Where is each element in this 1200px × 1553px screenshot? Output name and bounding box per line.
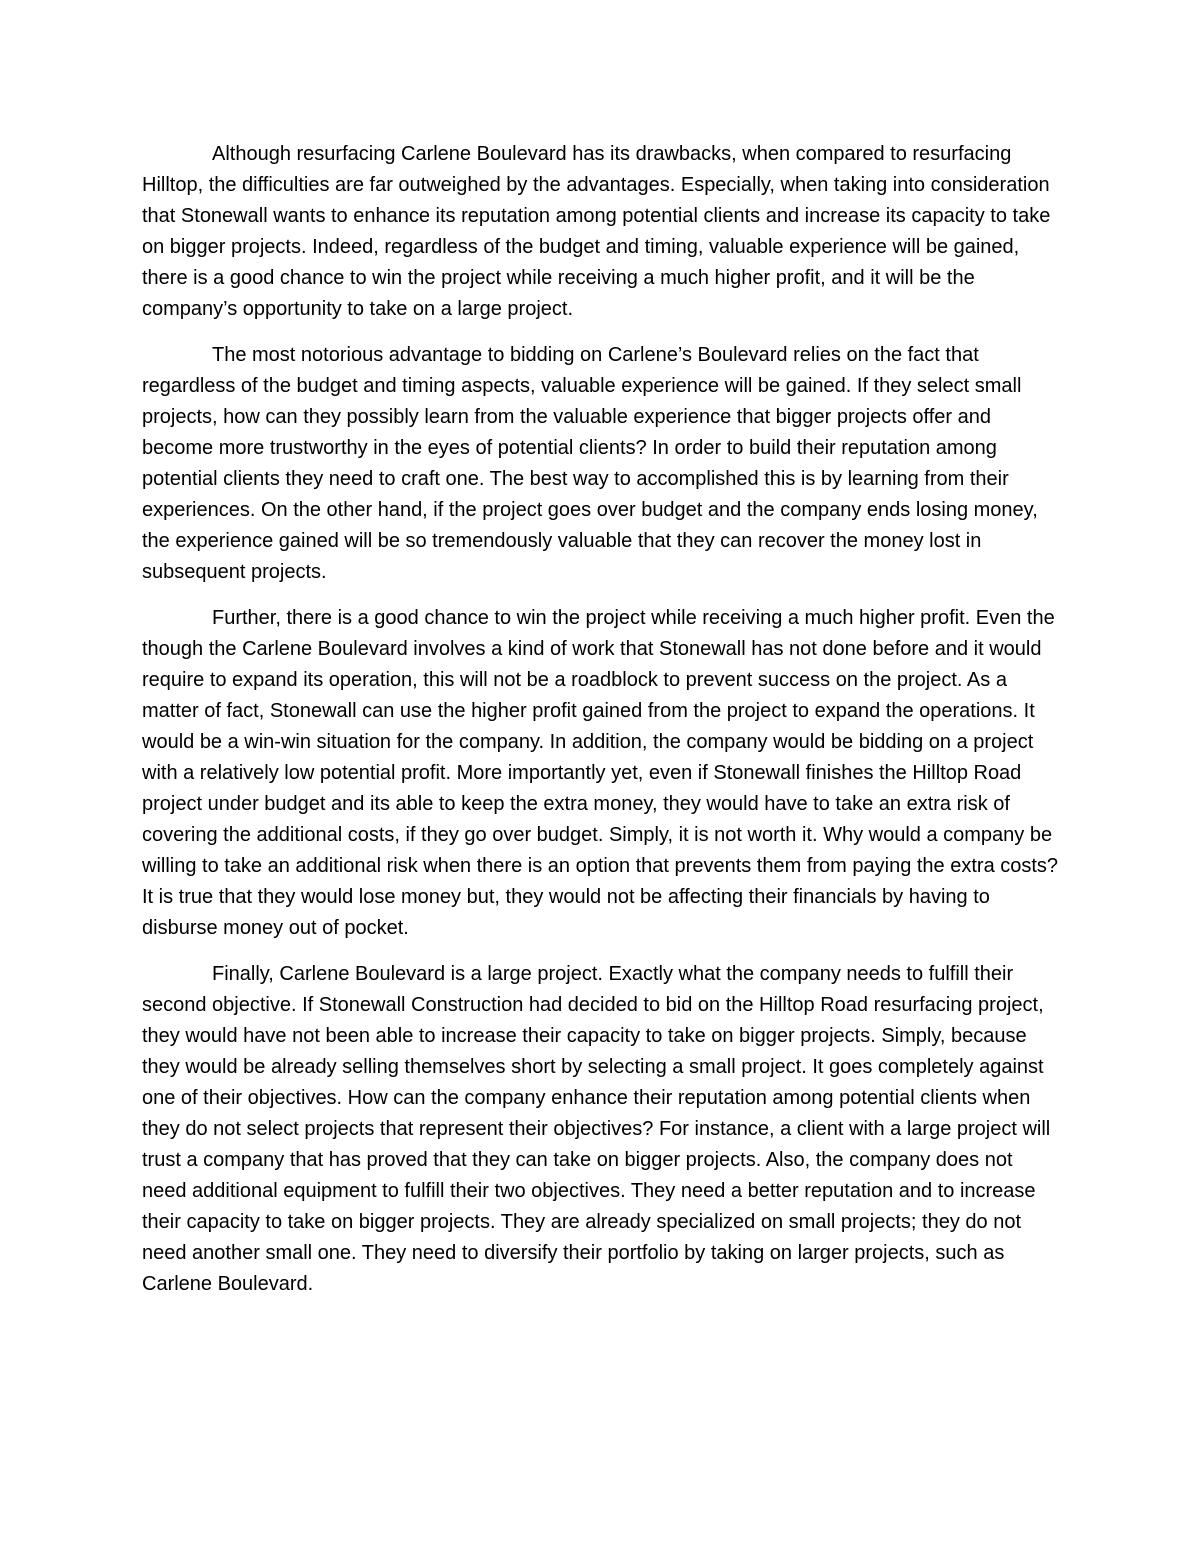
document-body	[142, 139, 1062, 1315]
paragraph-2: The most notorious advantage to bidding on Carlene’s Boulevard relies on the fact that regardless of the budget and timing aspects, valuable experience will be gained. If they select small projects, how can they possibly learn from the valuable experience that bigger projects offer and become more trustworthy in the eyes of potential clients? In order to build their reputation among potential clients they need to craft one. The best way to accomplished this is by learning from their experiences. On the other hand, if the project goes over budget and the company ends losing money, the experience gained will be so tremendously valuable that they can recover the money lost in subsequent projects.	[142, 344, 1038, 583]
paragraph-4: Finally, Carlene Boulevard is a large project. Exactly what the company needs to fulfill their second objective. If Stonewall Construction had decided to bid on the Hilltop Road resurfacing project, they would have not been able to increase their capacity to take on bigger projects. Simply, because they would be already selling themselves short by selecting a small project. It goes completely against one of their objectives. How can the company enhance their reputation among potential clients when they do not select projects that represent their objectives? For instance, a client with a large project will trust a company that has proved that they can take on bigger projects. Also, the company does not need additional equipment to fulfill their two objectives. They need a better reputation and to increase their capacity to take on bigger projects. They are already specialized on small projects; they do not need another small one. They need to diversify their portfolio by taking on larger projects, such as Carlene Boulevard.	[142, 963, 1051, 1295]
paragraph-3: Further, there is a good chance to win the project while receiving a much higher profit. Even the though the Carlene Boulevard involves a kind of work that Stonewall has not done before and it would require to expand its operation, this will not be a roadblock to prevent success on the project. As a matter of fact, Stonewall can use the higher profit gained from the project to expand the operations. It would be a win-win situation for the company. In addition, the company would be bidding on a project with a relatively low potential profit. More importantly yet, even if Stonewall finishes the Hilltop Road project under budget and its able to keep the extra money, they would have to take an extra risk of covering the additional costs, if they go over budget. Simply, it is not worth it. Why would a company be willing to take an additional risk when there is an option that prevents them from paying the extra costs? It is true that they would lose money but, they would not be affecting their financials by having to disburse money out of pocket.	[142, 607, 1059, 939]
paragraph-1: Although resurfacing Carlene Boulevard has its drawbacks, when compared to resurfacing Hilltop, the difficulties are far outweighed by the advantages. Especially, when taking into consideration that Stonewall wants to enhance its reputation among potential clients and increase its capacity to take on bigger projects. Indeed, regardless of the budget and timing, valuable experience will be gained, there is a good chance to win the project while receiving a much higher profit, and it will be the company’s opportunity to take on a large project.	[142, 143, 1051, 320]
